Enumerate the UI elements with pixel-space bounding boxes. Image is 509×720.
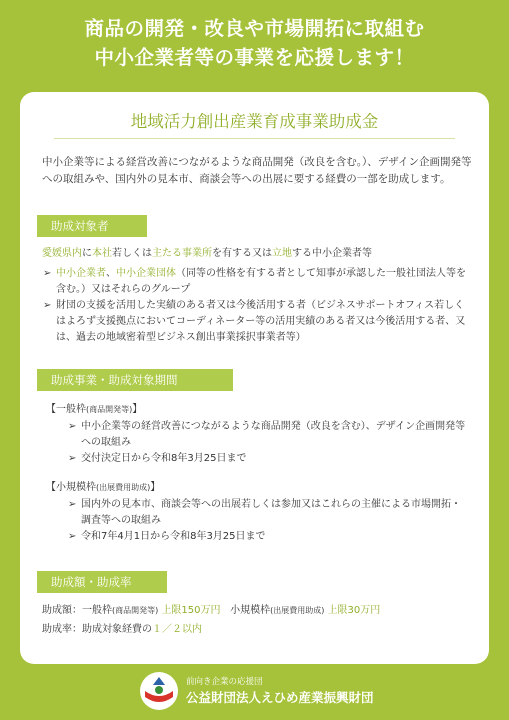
general-item-2: [68, 451, 466, 467]
section-heading-amount: 助成額・助成率: [37, 571, 167, 593]
section-heading-eligible: 助成対象者: [37, 215, 147, 237]
rate-label: 助成率：助成対象経費の: [42, 624, 152, 635]
amount-small-limit: 上限30万円: [327, 605, 381, 616]
eligible-item-2: [43, 298, 468, 346]
bullet-icon: ➢: [43, 300, 52, 311]
small-label-close: 】: [150, 482, 161, 493]
small-item-2-text: 令和7年4月1日から令和8年3月25日まで: [81, 531, 266, 542]
rate-value: １／２以内: [152, 624, 202, 635]
eligible-sep: 、: [106, 268, 116, 279]
lead-head-office: 本社: [92, 248, 112, 259]
footer-organization: 公益財団法人えひめ産業振興財団: [186, 690, 374, 705]
general-item-2-text: 交付決定日から令和8年3月25日まで: [81, 453, 247, 464]
amount-line: [42, 603, 482, 619]
lead-text-4: する中小企業者等: [292, 248, 372, 259]
bullet-icon: ➢: [43, 268, 52, 279]
eligible-item-1-text: （同等の性格を有する者として知事が承認した一般社団法人等を含む。）又はそれらのグループ: [56, 268, 466, 295]
amount-general-limit: 上限150万円: [161, 605, 221, 616]
lead-text-3: を有する又は: [212, 248, 272, 259]
small-label-open: 【小規模枠: [46, 482, 96, 493]
bullet-icon: ➢: [68, 421, 77, 432]
amount-sub-small: (出展費用助成): [270, 606, 325, 615]
small-item-1: [68, 497, 466, 529]
lead-region: 愛媛県内: [42, 248, 82, 259]
general-label-open: 【一般枠: [46, 404, 86, 415]
header-banner: [0, 14, 509, 72]
eligible-sme-group: 中小企業団体: [116, 268, 176, 279]
ehime-foundation-logo-icon: [139, 671, 179, 711]
rate-line: [42, 622, 202, 638]
lead-text-2: 若しくは: [112, 248, 152, 259]
lead-location: 立地: [272, 248, 292, 259]
banner-line-2: 中小企業者等の事業を応援します！: [94, 46, 415, 69]
general-item-1-text: 中小企業等の経営改善につながるような商品開発（改良を含む）、デザイン企画開発等への取組み: [81, 421, 466, 448]
card-title: 地域活力創出産業育成事業助成金: [130, 112, 379, 131]
banner-line-1: 商品の開発・改良や市場開拓に取組む: [84, 17, 425, 40]
content-card: [20, 92, 489, 664]
general-item-1: [68, 419, 466, 451]
intro-text: 中小企業等による経営改善につながるような商品開発（改良を含む。）、デザイン企画開発等への取組みや、国内外の見本市、商談会等への出展に要する経費の一部を助成します。: [42, 156, 472, 185]
bullet-icon: ➢: [68, 499, 77, 510]
eligible-sme: 中小企業者: [56, 268, 106, 279]
eligible-item-1: [43, 266, 468, 298]
general-frame-label: [46, 402, 142, 418]
eligible-lead: [42, 246, 472, 262]
lead-main-office: 主たる事業所: [152, 248, 212, 259]
eligible-item-2-text: 財団の支援を活用した実績のある者又は今後活用する者（ビジネスサポートオフィス若しくはよろず支援拠点においてコーディネーター等の活用実績のある者又は今後活用する者、又は、過去の地域密着型ビジネス創出事業採択事業者等）: [56, 300, 466, 343]
small-frame-label: [46, 480, 160, 496]
amount-sub-general: (商品開発等): [112, 606, 159, 615]
footer-tagline: 前向き企業の応援団: [186, 677, 263, 687]
amount-small-label: 小規模枠: [230, 605, 271, 616]
small-label-sub: (出展費用助成): [96, 483, 151, 492]
small-item-1-text: 国内外の見本市、商談会等への出展若しくは参加又はこれらの主催による市場開拓・調査等への取組み: [81, 499, 461, 526]
section-heading-period: 助成事業・助成対象期間: [37, 369, 233, 391]
title-divider: [54, 138, 455, 139]
bullet-icon: ➢: [68, 531, 77, 542]
general-label-sub: (商品開発等): [86, 405, 133, 414]
lead-text-1: に: [82, 248, 92, 259]
bullet-icon: ➢: [68, 453, 77, 464]
general-label-close: 】: [132, 404, 143, 415]
amount-label: 助成額：一般枠: [42, 605, 112, 616]
small-item-2: [68, 529, 466, 545]
